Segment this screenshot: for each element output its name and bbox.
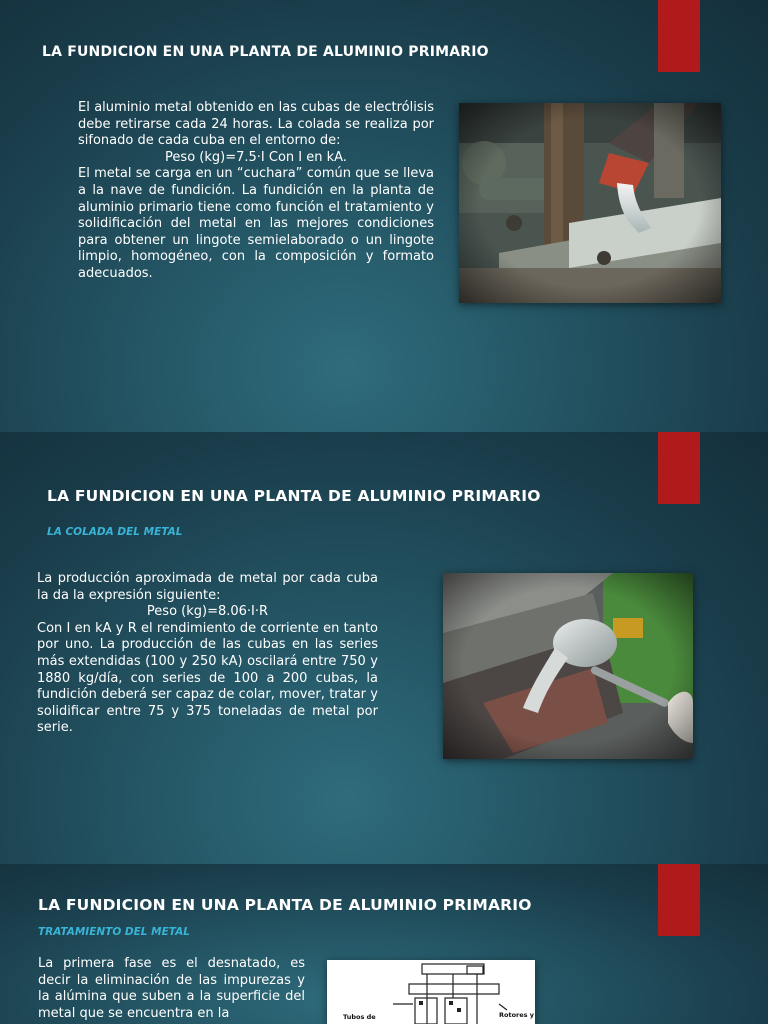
degassing-diagram xyxy=(327,960,535,1024)
slide-subtitle: TRATAMIENTO DEL METAL xyxy=(38,926,190,938)
metal-pouring-photo xyxy=(459,103,721,303)
formula: Peso (kg)=8.06·I·R xyxy=(146,604,269,620)
slide-body xyxy=(37,571,378,737)
body-paragraph: El metal se carga en un “cuchara” común que se lleva a la nave de fundición. La fundición en la planta de aluminio primario tiene como función el tratamiento y solidificación del metal en las mejores condiciones para obtener un lingote semielaborado o un lingote limpio, homogéneo, con la composición y formato adecuados. xyxy=(78,166,434,281)
body-paragraph: La producción aproximada de metal por cada cuba la da la expresión siguiente: xyxy=(37,571,378,603)
slide-body xyxy=(38,956,305,1022)
accent-bar xyxy=(658,0,700,72)
diagram-label: Tubos de xyxy=(343,1013,376,1021)
body-paragraph: Con I en kA y R el rendimiento de corriente en tanto por uno. La producción de las cubas en las series más extendidas (100 y 250 kA) oscilará entre 750 y 1880 kg/día, con series de 100 a 200 cubas, la fundición deberá ser capaz de colar, mover, tratar y solidificar entre 75 y 375 toneladas de metal por serie. xyxy=(37,620,378,736)
slide-1 xyxy=(0,0,768,432)
degassing-diagram-image xyxy=(327,960,535,1024)
slide-body xyxy=(78,100,434,283)
slide-title: LA FUNDICION EN UNA PLANTA DE ALUMINIO PRIMARIO xyxy=(38,896,532,914)
ladle-pouring-photo xyxy=(443,573,693,759)
ladle-pouring-image xyxy=(443,573,693,759)
body-paragraph: La primera fase es el desnatado, es decir la eliminación de las impurezas y la alúmina que suben a la superficie del metal que se encuentra en la xyxy=(38,956,305,1021)
slide-title: LA FUNDICION EN UNA PLANTA DE ALUMINIO PRIMARIO xyxy=(47,487,541,505)
accent-bar xyxy=(658,432,700,504)
slide-title: LA FUNDICION EN UNA PLANTA DE ALUMINIO PRIMARIO xyxy=(42,44,489,60)
diagram-label: Rotores y xyxy=(499,1011,535,1019)
slide-2 xyxy=(0,432,768,864)
body-paragraph: El aluminio metal obtenido en las cubas de electrólisis debe retirarse cada 24 horas. La colada se realiza por sifonado de cada cuba en el entorno de: xyxy=(78,100,434,149)
slide-3 xyxy=(0,864,768,1024)
slide-subtitle: LA COLADA DEL METAL xyxy=(47,526,183,538)
metal-pouring-image xyxy=(459,103,721,303)
accent-bar xyxy=(658,864,700,936)
formula: Peso (kg)=7.5·I Con I en kA. xyxy=(165,149,347,165)
